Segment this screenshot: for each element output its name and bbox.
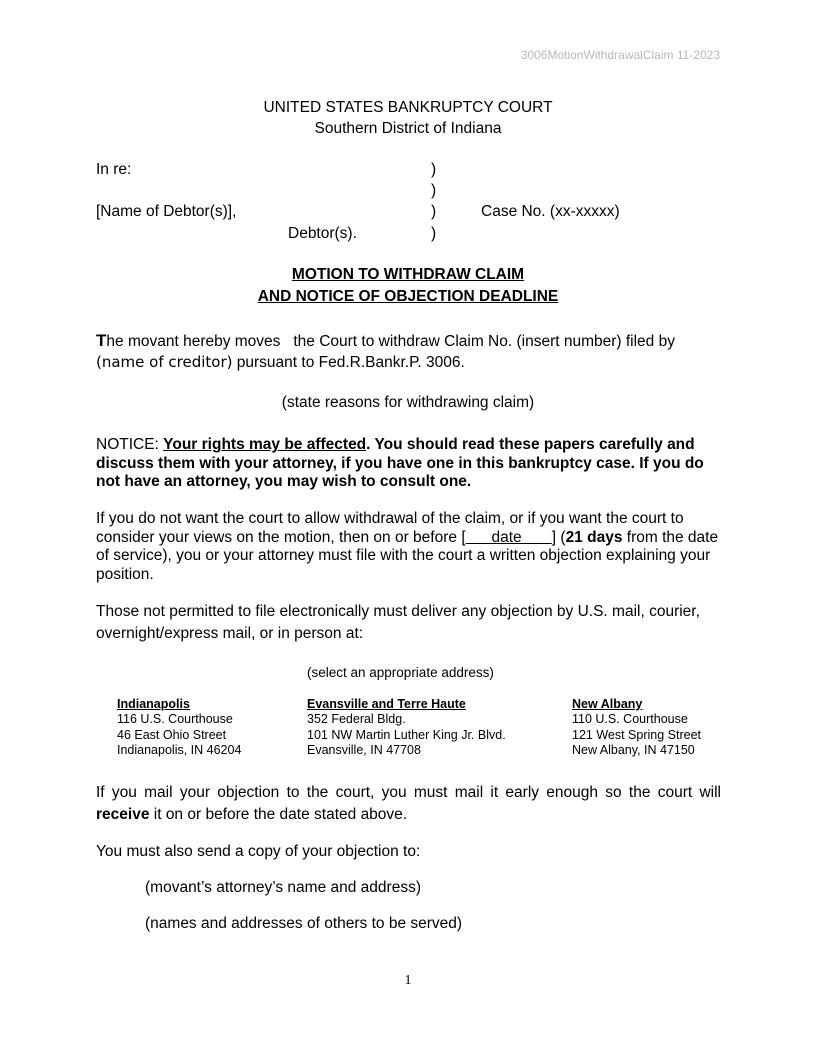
address-line: 46 East Ohio Street <box>117 727 227 742</box>
notice-rights: Your rights may be affected <box>163 436 367 453</box>
caption-paren: ) <box>431 225 437 242</box>
address-line: 121 West Spring Street <box>572 727 702 742</box>
address-city: Indianapolis <box>117 697 190 711</box>
caption-paren: ) <box>431 203 437 220</box>
address-line: 110 U.S. Courthouse <box>572 712 688 727</box>
movant-attorney-placeholder: (movant’s attorney’s name and address) <box>145 879 421 896</box>
address-new-albany <box>572 697 701 758</box>
case-number: Case No. (xx-xxxxx) <box>481 203 620 220</box>
address-city: Evansville and Terre Haute <box>307 697 466 711</box>
copy-to-line: You must also send a copy of your objection to: <box>96 843 421 860</box>
address-line: New Albany, IN 47150 <box>572 742 695 757</box>
reasons-placeholder: (state reasons for withdrawing claim) <box>281 394 535 411</box>
creditor-placeholder: (name of creditor) <box>96 353 233 371</box>
motion-paragraph: The movant hereby moves the Court to withdraw Claim No. (insert number) filed by (name of creditor) pursuant to Fed.R.Bankr.P. 3006. <box>96 331 675 371</box>
caption-debtor-name: [Name of Debtor(s)], <box>96 203 237 220</box>
court-heading <box>0 97 816 139</box>
select-address-note: (select an appropriate address) <box>307 665 494 680</box>
address-line: 116 U.S. Courthouse <box>117 712 233 727</box>
mail-paragraph: If you mail your objection to the court, you must mail it early enough so the court will receive it on or before the date stated above. <box>96 784 721 823</box>
notice-label: NOTICE: <box>96 436 164 453</box>
court-name: UNITED STATES BANKRUPTCY COURT <box>263 99 553 116</box>
address-line: Evansville, IN 47708 <box>307 742 421 757</box>
deadline-days: 21 days <box>565 528 623 546</box>
address-city: New Albany <box>572 697 643 711</box>
caption-in-re: In re: <box>96 161 132 178</box>
form-id: 3006MotionWithdrawalClaim 11-2023 <box>520 48 720 62</box>
receive-emphasis: receive <box>96 806 150 823</box>
caption-paren: ) <box>431 161 437 178</box>
address-line: 101 NW Martin Luther King Jr. Blvd. <box>307 727 506 742</box>
caption-debtor-label: Debtor(s). <box>288 225 357 242</box>
address-evansville <box>307 697 506 758</box>
page-number: 1 <box>404 973 412 988</box>
document-title-line2: AND NOTICE OF OBJECTION DEADLINE <box>257 288 559 305</box>
address-indianapolis <box>117 697 241 758</box>
court-district: Southern District of Indiana <box>314 120 502 137</box>
address-line: Indianapolis, IN 46204 <box>117 742 242 757</box>
document-title-line1: MOTION TO WITHDRAW CLAIM <box>291 266 525 283</box>
objection-paragraph: If you do not want the court to allow withdrawal of the claim, or if you want the court to consider your views on the motion, then on or before [ date ] (21 days from the date of service), you or your attorney must file with the court a written objection explaining your position. <box>96 510 719 583</box>
notice-paragraph: NOTICE: Your rights may be affected. You should read these papers carefully and discuss them with your attorney, if you have one in this bankruptcy case. If you do not have an attorney, you may wish to consult one. <box>96 436 704 490</box>
others-placeholder: (names and addresses of others to be served) <box>145 915 463 932</box>
date-blank: date <box>465 528 552 546</box>
motion-first-letter: T <box>96 331 107 350</box>
delivery-paragraph: Those not permitted to file electronically must deliver any objection by U.S. mail, courier, overnight/express mail, or in person at: <box>96 603 700 642</box>
address-line: 352 Federal Bldg. <box>307 712 406 727</box>
caption-paren: ) <box>431 182 437 199</box>
